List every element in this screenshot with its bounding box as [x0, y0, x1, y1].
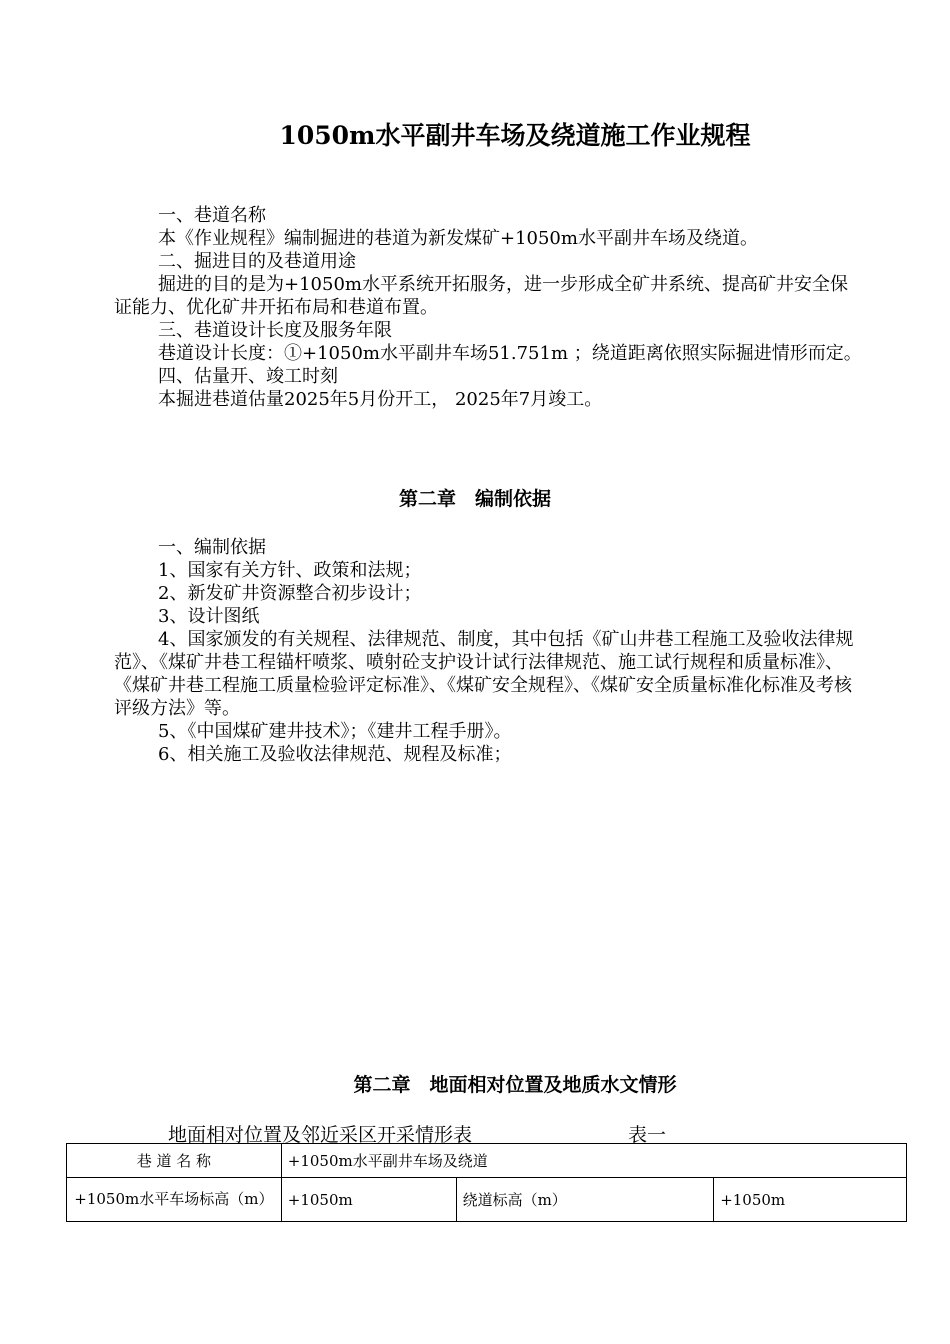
table-cell-value: +1050m — [281, 1178, 456, 1222]
table-cell-label: +1050m水平车场标高（m） — [67, 1178, 282, 1222]
chapter-heading-basis: 第二章 编制依据 — [398, 488, 551, 510]
table-cell-label: 绕道标高（m） — [456, 1178, 714, 1222]
list-item: 4、国家颁发的有关规程、法律规范、制度，其中包括《矿山井巷工程施工及验收法律规范》、《煤矿井巷工程锚杆喷浆、喷射砼支护设计试行法律规范、施工试行规程和质量标准》、《煤矿井巷工程施工质量检验评定标准》、《煤矿安全规程》、《煤矿安全质量标准化标准及考核评级方法》等。 — [114, 629, 854, 719]
paragraph-schedule: 本掘进巷道估量2025年5月份开工， 2025年7月竣工。 — [158, 389, 603, 410]
heading-roadway-name: 一、巷道名称 — [158, 205, 266, 226]
list-item: 5、《中国煤矿建井技术》；《建井工程手册》。 — [158, 721, 512, 742]
table-number: 表一 — [628, 1124, 667, 1146]
list-item: 3、设计图纸 — [158, 606, 260, 627]
table-cell-value: +1050m水平副井车场及绕道 — [281, 1144, 906, 1178]
heading-basis: 一、编制依据 — [158, 537, 266, 558]
table-row — [67, 1178, 907, 1222]
heading-purpose: 二、掘进目的及巷道用途 — [158, 251, 356, 272]
paragraph-design-length: 巷道设计长度：①+1050m水平副井车场51.751m ；绕道距离依照实际掘进情形而定。 — [158, 343, 862, 364]
paragraph-roadway-name: 本《作业规程》编制掘进的巷道为新发煤矿+1050m水平副井车场及绕道。 — [158, 228, 758, 249]
table-row — [67, 1144, 907, 1178]
table-caption-text: 地面相对位置及邻近采区开采情形表 — [168, 1124, 473, 1146]
list-item: 2、新发矿井资源整合初步设计； — [158, 583, 422, 604]
heading-schedule: 四、估量开、竣工时刻 — [158, 366, 338, 387]
location-info-table — [66, 1143, 907, 1222]
heading-design-length: 三、巷道设计长度及服务年限 — [158, 320, 392, 341]
table-cell-value: +1050m — [714, 1178, 907, 1222]
document-title: 1050m水平副井车场及绕道施工作业规程 — [279, 121, 751, 150]
list-item: 1、国家有关方针、政策和法规； — [158, 560, 422, 581]
paragraph-purpose: 掘进的目的是为+1050m水平系统开拓服务，进一步形成全矿井系统、提高矿井安全保证能力、优化矿井开拓布局和巷道布置。 — [114, 274, 848, 318]
chapter-heading-geology: 第二章 地面相对位置及地质水文情形 — [353, 1074, 677, 1096]
table-cell-label: 巷 道 名 称 — [67, 1144, 282, 1178]
section-compilation-basis — [114, 536, 864, 766]
list-item: 6、相关施工及验收法律规范、规程及标准； — [158, 744, 512, 765]
section-project-overview — [114, 204, 864, 411]
